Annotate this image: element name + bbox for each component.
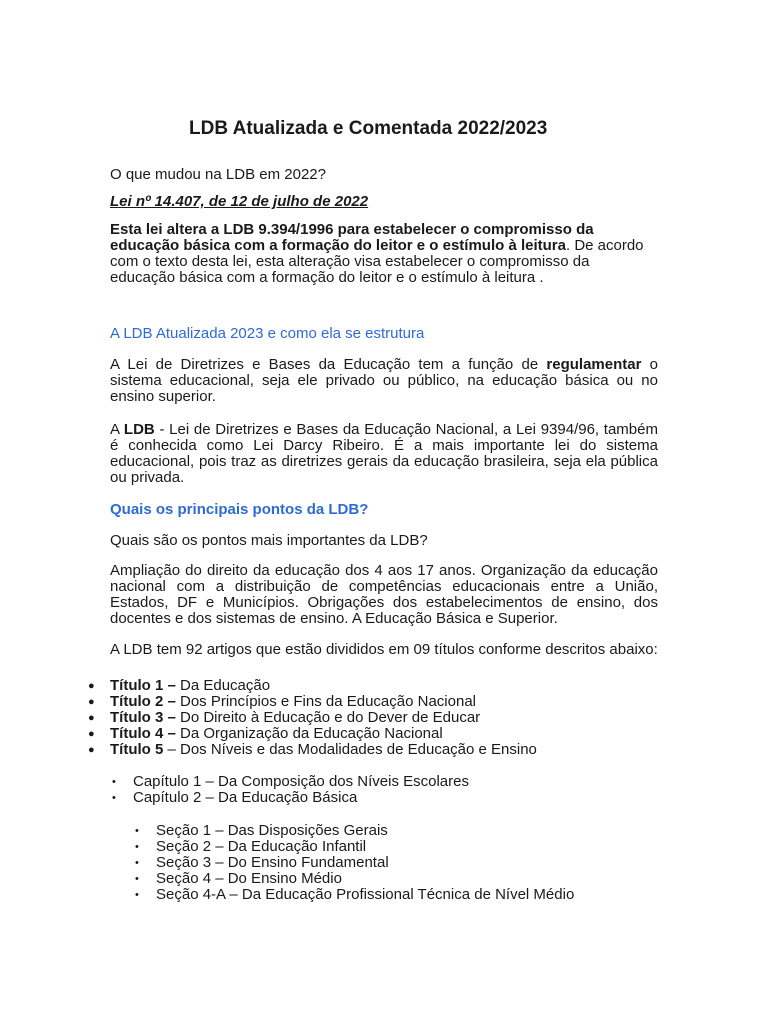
- bullet-icon: ●: [88, 680, 95, 692]
- bullet-icon: ●: [88, 696, 95, 708]
- bullet-icon: •: [112, 776, 116, 788]
- bullet-icon: •: [135, 841, 139, 853]
- list-item-title-2: [88, 693, 658, 710]
- bullet-icon: ●: [88, 712, 95, 724]
- title-label: Título 3 –: [110, 709, 176, 726]
- chapters-list: [112, 773, 658, 806]
- bullet-icon: •: [135, 873, 139, 885]
- list-item-section-2: [135, 838, 658, 855]
- question-main-points: Quais são os pontos mais importantes da LDB?: [110, 532, 428, 549]
- paragraph-function: [110, 357, 658, 405]
- section-heading-structure: A LDB Atualizada 2023 e como ela se estrutura: [110, 325, 425, 342]
- list-item-chapter-2: [112, 789, 658, 806]
- list-item-section-1: [135, 822, 658, 839]
- paragraph-ldb-b: - Lei de Diretrizes e Bases da Educação Nacional, a Lei 9394/96, também é conhecida como Lei Darcy Ribeiro. É a mais importante lei do sistema educacional, pois traz as diretrizes gerais da educação brasileira, seja ela pública ou privada.: [110, 421, 658, 486]
- bullet-icon: •: [135, 825, 139, 837]
- chapter-text: Capítulo 1 – Da Composição dos Níveis Escolares: [133, 773, 469, 790]
- bullet-icon: •: [135, 857, 139, 869]
- section-text: Seção 4 – Do Ensino Médio: [156, 870, 342, 887]
- title-text: Da Organização da Educação Nacional: [175, 725, 443, 742]
- chapter-text: Capítulo 2 – Da Educação Básica: [133, 789, 358, 806]
- document-content: [88, 118, 659, 903]
- paragraph-function-bold: regulamentar: [546, 356, 642, 373]
- law-reference: Lei nº 14.407, de 12 de julho de 2022: [110, 193, 369, 210]
- title-text: Dos Princípios e Fins da Educação Nacional: [175, 693, 476, 710]
- section-text: Seção 2 – Da Educação Infantil: [156, 838, 367, 855]
- title-label: Título 4 –: [110, 725, 176, 742]
- paragraph-ldb: [110, 422, 658, 486]
- bullet-icon: ●: [88, 744, 95, 756]
- section-text: Seção 4-A – Da Educação Profissional Técnica de Nível Médio: [156, 886, 575, 903]
- title-label: Título 2 –: [110, 693, 176, 710]
- paragraph-ldb-bold: LDB: [123, 421, 155, 438]
- title-text: – Dos Níveis e das Modalidades de Educação e Ensino: [163, 741, 537, 758]
- question-intro: O que mudou na LDB em 2022?: [110, 166, 326, 183]
- title-label: Título 1 –: [110, 677, 176, 694]
- intro-paragraph: [110, 222, 658, 286]
- intro-rest-text: . De acordo com o texto desta lei, esta alteração visa estabelecer o compromisso da educação básica com a formação do leitor e o estímulo à leitura .: [110, 237, 644, 286]
- titles-list: [88, 677, 658, 758]
- title-label: Título 5: [110, 741, 164, 758]
- bullet-icon: ●: [88, 728, 95, 740]
- bullet-icon: •: [112, 792, 116, 804]
- document-title: LDB Atualizada e Comentada 2022/2023: [189, 118, 548, 139]
- title-text: Da Educação: [175, 677, 271, 694]
- list-item-chapter-1: [112, 773, 658, 790]
- list-item-section-4: [135, 870, 658, 887]
- list-item-section-4a: [135, 886, 658, 903]
- sections-list: [135, 822, 658, 903]
- list-item-title-5: [88, 741, 658, 758]
- list-item-section-3: [135, 854, 658, 871]
- list-item-title-1: [88, 677, 658, 694]
- list-item-title-4: [88, 725, 658, 742]
- section-text: Seção 1 – Das Disposições Gerais: [156, 822, 388, 839]
- paragraph-function-a: A Lei de Diretrizes e Bases da Educação tem a função de: [110, 356, 547, 373]
- list-item-title-3: [88, 709, 658, 726]
- section-text: Seção 3 – Do Ensino Fundamental: [156, 854, 389, 871]
- paragraph-ldb-a: A: [110, 421, 124, 438]
- bullet-icon: •: [135, 889, 139, 901]
- title-text: Do Direito à Educação e do Dever de Educar: [175, 709, 481, 726]
- intro-bold-text: Esta lei altera a LDB 9.394/1996 para estabelecer o compromisso da educação básica com a formação do leitor e o estímulo à leitura: [110, 221, 594, 254]
- paragraph-articles: A LDB tem 92 artigos que estão divididos em 09 títulos conforme descritos abaixo:: [110, 641, 658, 658]
- paragraph-function-b: o sistema educacional, seja ele privado ou público, na educação básica ou no ensino superior.: [110, 356, 659, 405]
- section-heading-main-points: Quais os principais pontos da LDB?: [110, 501, 369, 518]
- paragraph-scope: Ampliação do direito da educação dos 4 aos 17 anos. Organização da educação nacional com a distribuição de competências educacionais entre a União, Estados, DF e Municípios. Obrigações dos estabelecimentos de ensino, dos docentes e dos sistemas de ensino. A Educação Básica e Superior.: [110, 562, 658, 627]
